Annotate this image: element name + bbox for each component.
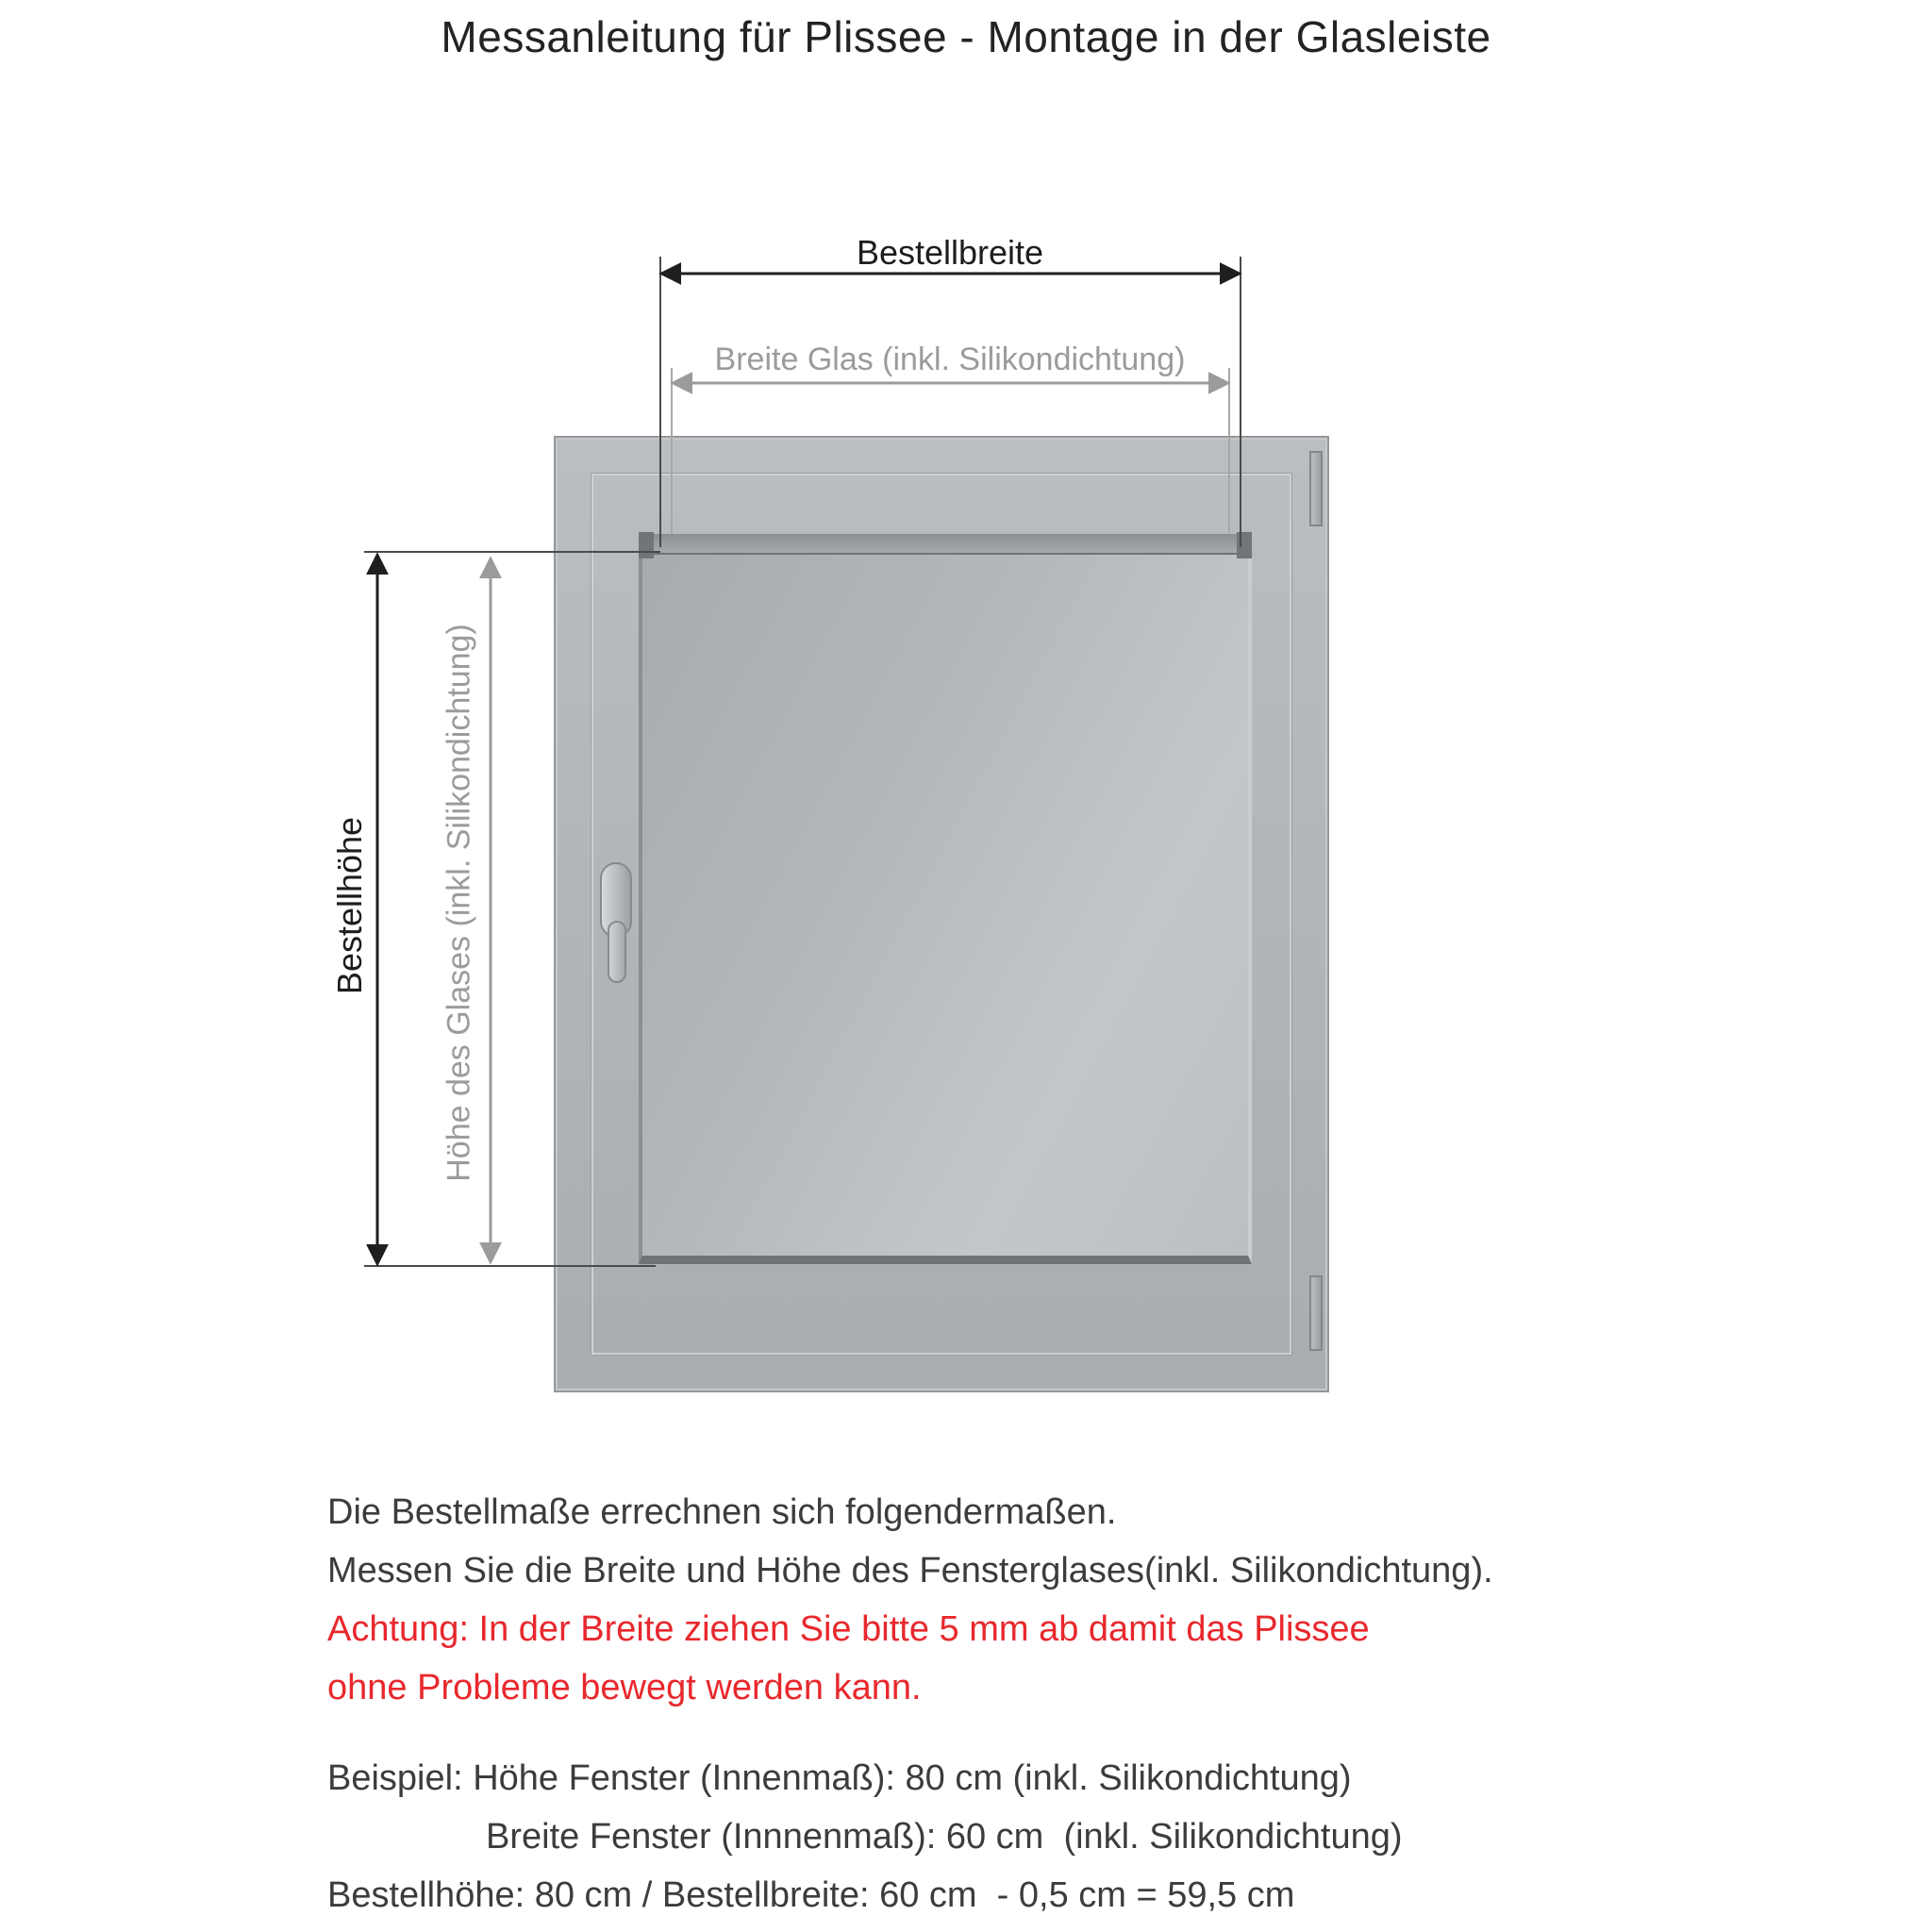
example-line3: Bestellhöhe: 80 cm / Bestellbreite: 60 cm - 0,5 cm = 59,5 cm bbox=[327, 1875, 1295, 1915]
label-order-width: Bestellbreite bbox=[856, 233, 1044, 272]
plissee-top-rail bbox=[639, 534, 1252, 555]
instructions-block bbox=[327, 1483, 1493, 1924]
label-glass-height: Höhe des Glases (inkl. Silikondichtung) bbox=[441, 624, 477, 1182]
page-title: Messanleitung für Plissee - Montage in der Glasleiste bbox=[441, 12, 1491, 61]
instruction-warning-line1: Achtung: In der Breite ziehen Sie bitte 5 mm ab damit das Plissee bbox=[327, 1609, 1370, 1649]
instruction-warning-line2: ohne Probleme bewegt werden kann. bbox=[327, 1668, 922, 1707]
window-glass bbox=[639, 538, 1252, 1264]
label-glass-width: Breite Glas (inkl. Silikondichtung) bbox=[714, 341, 1186, 377]
example-block bbox=[327, 1749, 1493, 1924]
window-hinge-top bbox=[1309, 451, 1323, 526]
window-hinge-bottom bbox=[1309, 1275, 1323, 1351]
example-line1: Beispiel: Höhe Fenster (Innenmaß): 80 cm (inkl. Silikondichtung) bbox=[327, 1758, 1352, 1798]
window-handle-lever bbox=[608, 921, 626, 983]
instruction-intro-line1: Die Bestellmaße errechnen sich folgendermaßen. bbox=[327, 1492, 1117, 1532]
instruction-intro-line2: Messen Sie die Breite und Höhe des Fensterglases(inkl. Silikondichtung). bbox=[327, 1551, 1493, 1591]
example-line2: Breite Fenster (Innnenmaß): 60 cm (inkl. Silikondichtung) bbox=[486, 1817, 1403, 1857]
label-order-height: Bestellhöhe bbox=[330, 816, 369, 995]
